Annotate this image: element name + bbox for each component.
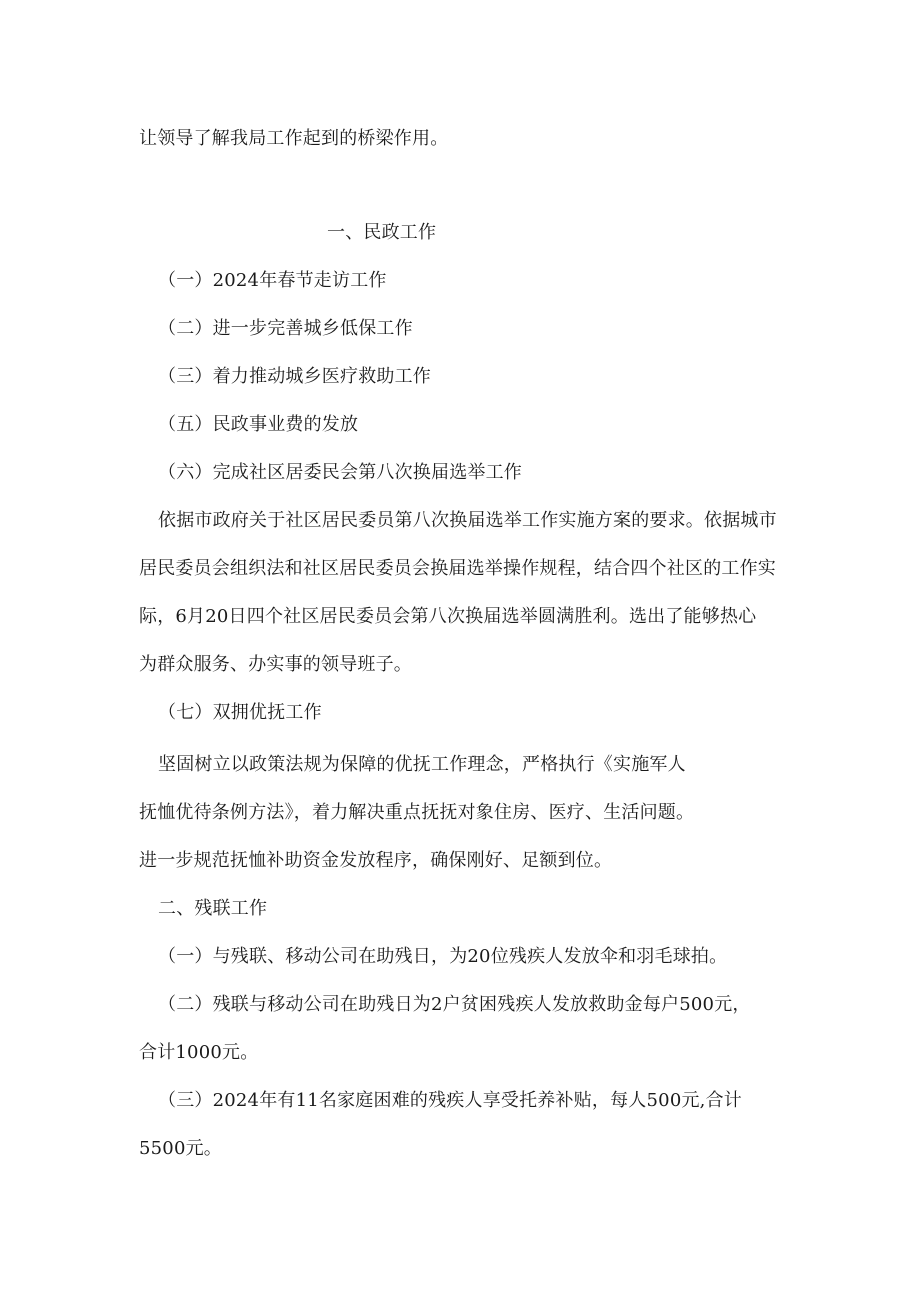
subsection-heading: （五）民政事业费的发放 [158,414,359,435]
paragraph-line: （一）与残联、移动公司在助残日，为20位残疾人发放伞和羽毛球拍。 [158,946,728,967]
paragraph-line: 居民委员会组织法和社区居民委员会换届选举操作规程，结合四个社区的工作实 [139,558,776,579]
paragraph-line: 际，6月20日四个社区居民委员会第八次换届选举圆满胜利。选出了能够热心 [139,606,757,627]
subsection-heading: （一）2024年春节走访工作 [158,270,387,291]
section-heading: 二、残联工作 [158,898,268,919]
section-heading: 一、民政工作 [327,222,437,243]
paragraph-line: 抚恤优待条例方法》，着力解决重点抚抚对象住房、医疗、生活问题。 [139,802,695,823]
subsection-heading: （七）双拥优抚工作 [158,702,322,723]
paragraph-line: （三）2024年有11名家庭困难的残疾人享受托养补贴，每人500元,合计 [158,1090,742,1111]
paragraph-line: 让领导了解我局工作起到的桥梁作用。 [139,128,449,149]
paragraph-line: 坚固树立以政策法规为保障的优抚工作理念，严格执行《实施军人 [158,754,686,775]
paragraph-line: 为群众服务、办实事的领导班子。 [139,654,412,675]
paragraph-line: （二）残联与移动公司在助残日为2户贫困残疾人发放救助金每户500元， [158,994,751,1015]
subsection-heading: （三）着力推动城乡医疗救助工作 [158,366,431,387]
subsection-heading: （六）完成社区居委民会第八次换届选举工作 [158,462,522,483]
paragraph-line: 进一步规范抚恤补助资金发放程序，确保刚好、足额到位。 [139,850,613,871]
paragraph-line: 合计1000元。 [139,1042,259,1063]
subsection-heading: （二）进一步完善城乡低保工作 [158,318,413,339]
paragraph-line: 5500元。 [139,1138,223,1159]
paragraph-line: 依据市政府关于社区居民委员第八次换届选举工作实施方案的要求。依据城市 [158,510,777,531]
